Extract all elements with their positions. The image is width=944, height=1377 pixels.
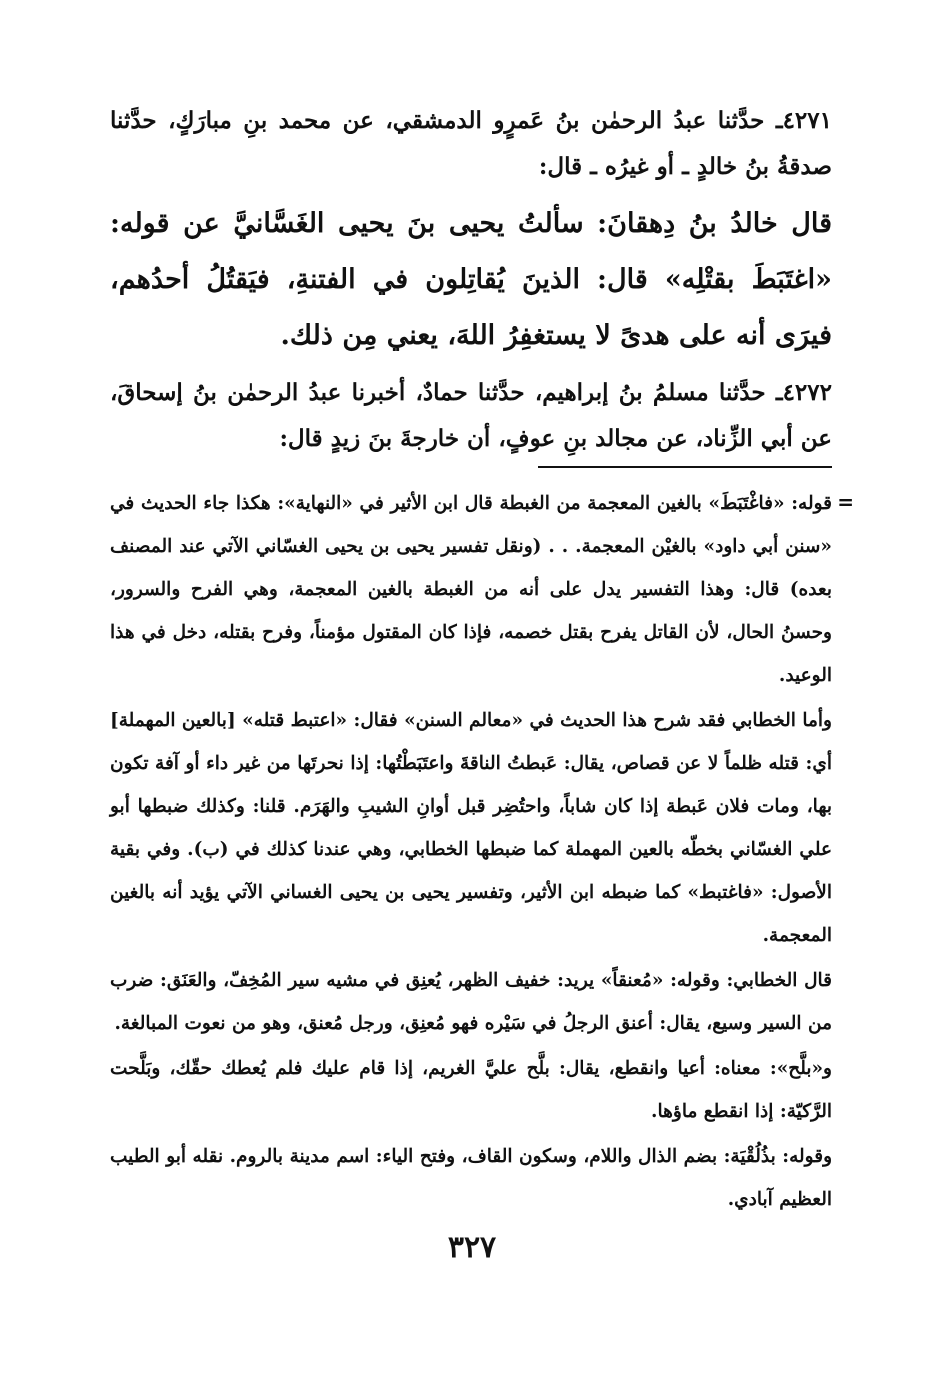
page-number: ٣٢٧ — [447, 1230, 497, 1265]
footnotes — [110, 482, 832, 1223]
main-text — [110, 98, 832, 468]
footnote-dhuluqya: وقوله: بذُلُقْيَة: بضم الذال واللام، وسكون القاف، وفتح الياء: اسم مدينة بالروم. نقله أبو الطيب العظيم آبادي. — [110, 1146, 832, 1210]
footnote-separator — [538, 466, 832, 468]
footnote-ballaha: و«بلَّح»: معناه: أعيا وانقطع، يقال: بلَّح عليَّ الغريم، إذا قام عليك فلم يُعطك حقّك، وبَلَّحت الرَّكيّة: إذا انقطع ماؤها. — [110, 1058, 832, 1122]
footnote-khattabi: وأما الخطابي فقد شرح هذا الحديث في «معالم السنن» فقال: «اعتبط قتله» [بالعين المهملة] أي: قتله ظلماً لا عن قصاص، يقال: عَبطتُ الناقةَ واعتَبَطْتُها: إذا نحرتَها من غير داء أو آفة تكون بها، ومات فلان عَبطة إذا كان شاباً، واحتُضِر قبل أوانِ الشيبِ والهَرَم. قلنا: وكذلك ضبطها أبو علي الغسّاني بخطّه بالعين المهملة كما ضبطها الخطابي، وهي عندنا كذلك في (ب). وفي بقية الأصول: «فاغتبط» كما ضبطه ابن الأثير، وتفسير يحيى بن يحيى الغساني الآتي يؤيد أنه بالغين المعجمة. — [110, 710, 832, 946]
hadith-4271: ٤٢٧١ـ حدَّثنا عبدُ الرحمٰن بنُ عَمرٍو الدمشقي، عن محمد بنِ مبارَكٍ، حدَّثنا صدقةُ بنُ خالدٍ ـ أو غيرُه ـ قال: — [110, 107, 832, 180]
footnote-continuation-mark: = — [837, 490, 854, 514]
footnote-ightabata: قوله: «فاغْتَبَطَ» بالغين المعجمة من الغبطة قال ابن الأثير في «النهاية»: هكذا جاء الحديث في «سنن أبي داود» بالغيْن المعجمة. . . (ونقل تفسير يحيى بن يحيى الغسّاني الآتي عند المصنف بعده) قال: وهذا التفسير يدل على أنه من الغبطة بالغين المعجمة، وهي الفرح والسرور، وحسنُ الحال، لأن القاتل يفرح بقتل خصمه، فإذا كان المقتول مؤمناً، وفرح بقتله، دخل في هذا الوعيد. — [110, 493, 833, 686]
footnote-muniqan: قال الخطابي: وقوله: «مُعنقاً» يريد: خفيف الظهر، يُعنِق في مشيه سير المُخِفّ، والعَنَق: ضرب من السير وسيع، يقال: أعنق الرجلُ في سَيْره فهو مُعنِق، ورجل مُعنق، وهو من نعوت المبالغة. — [110, 970, 832, 1034]
khalid-quote: قال خالدُ بنُ دِهقانَ: سألتُ يحيى بنَ يحيى الغَسَّانيَّ عن قوله: «اغتَبَطَ بقتْلِه» قال: الذينَ يُقاتِلون في الفتنةِ، فيَقتُلُ أحدُهم، فيرَى أنه على هدىً لا يستغفِرُ اللهَ، يعني مِن ذلك. — [110, 208, 832, 351]
hadith-4272: ٤٢٧٢ـ حدَّثنا مسلمُ بنُ إبراهيم، حدَّثنا حمادٌ، أخبرنا عبدُ الرحمٰن بنُ إسحاقَ، عن أبي الزِّناد، عن مجالد بنِ عوفٍ، أن خارجةَ بنَ زيدٍ قال: — [110, 379, 832, 452]
